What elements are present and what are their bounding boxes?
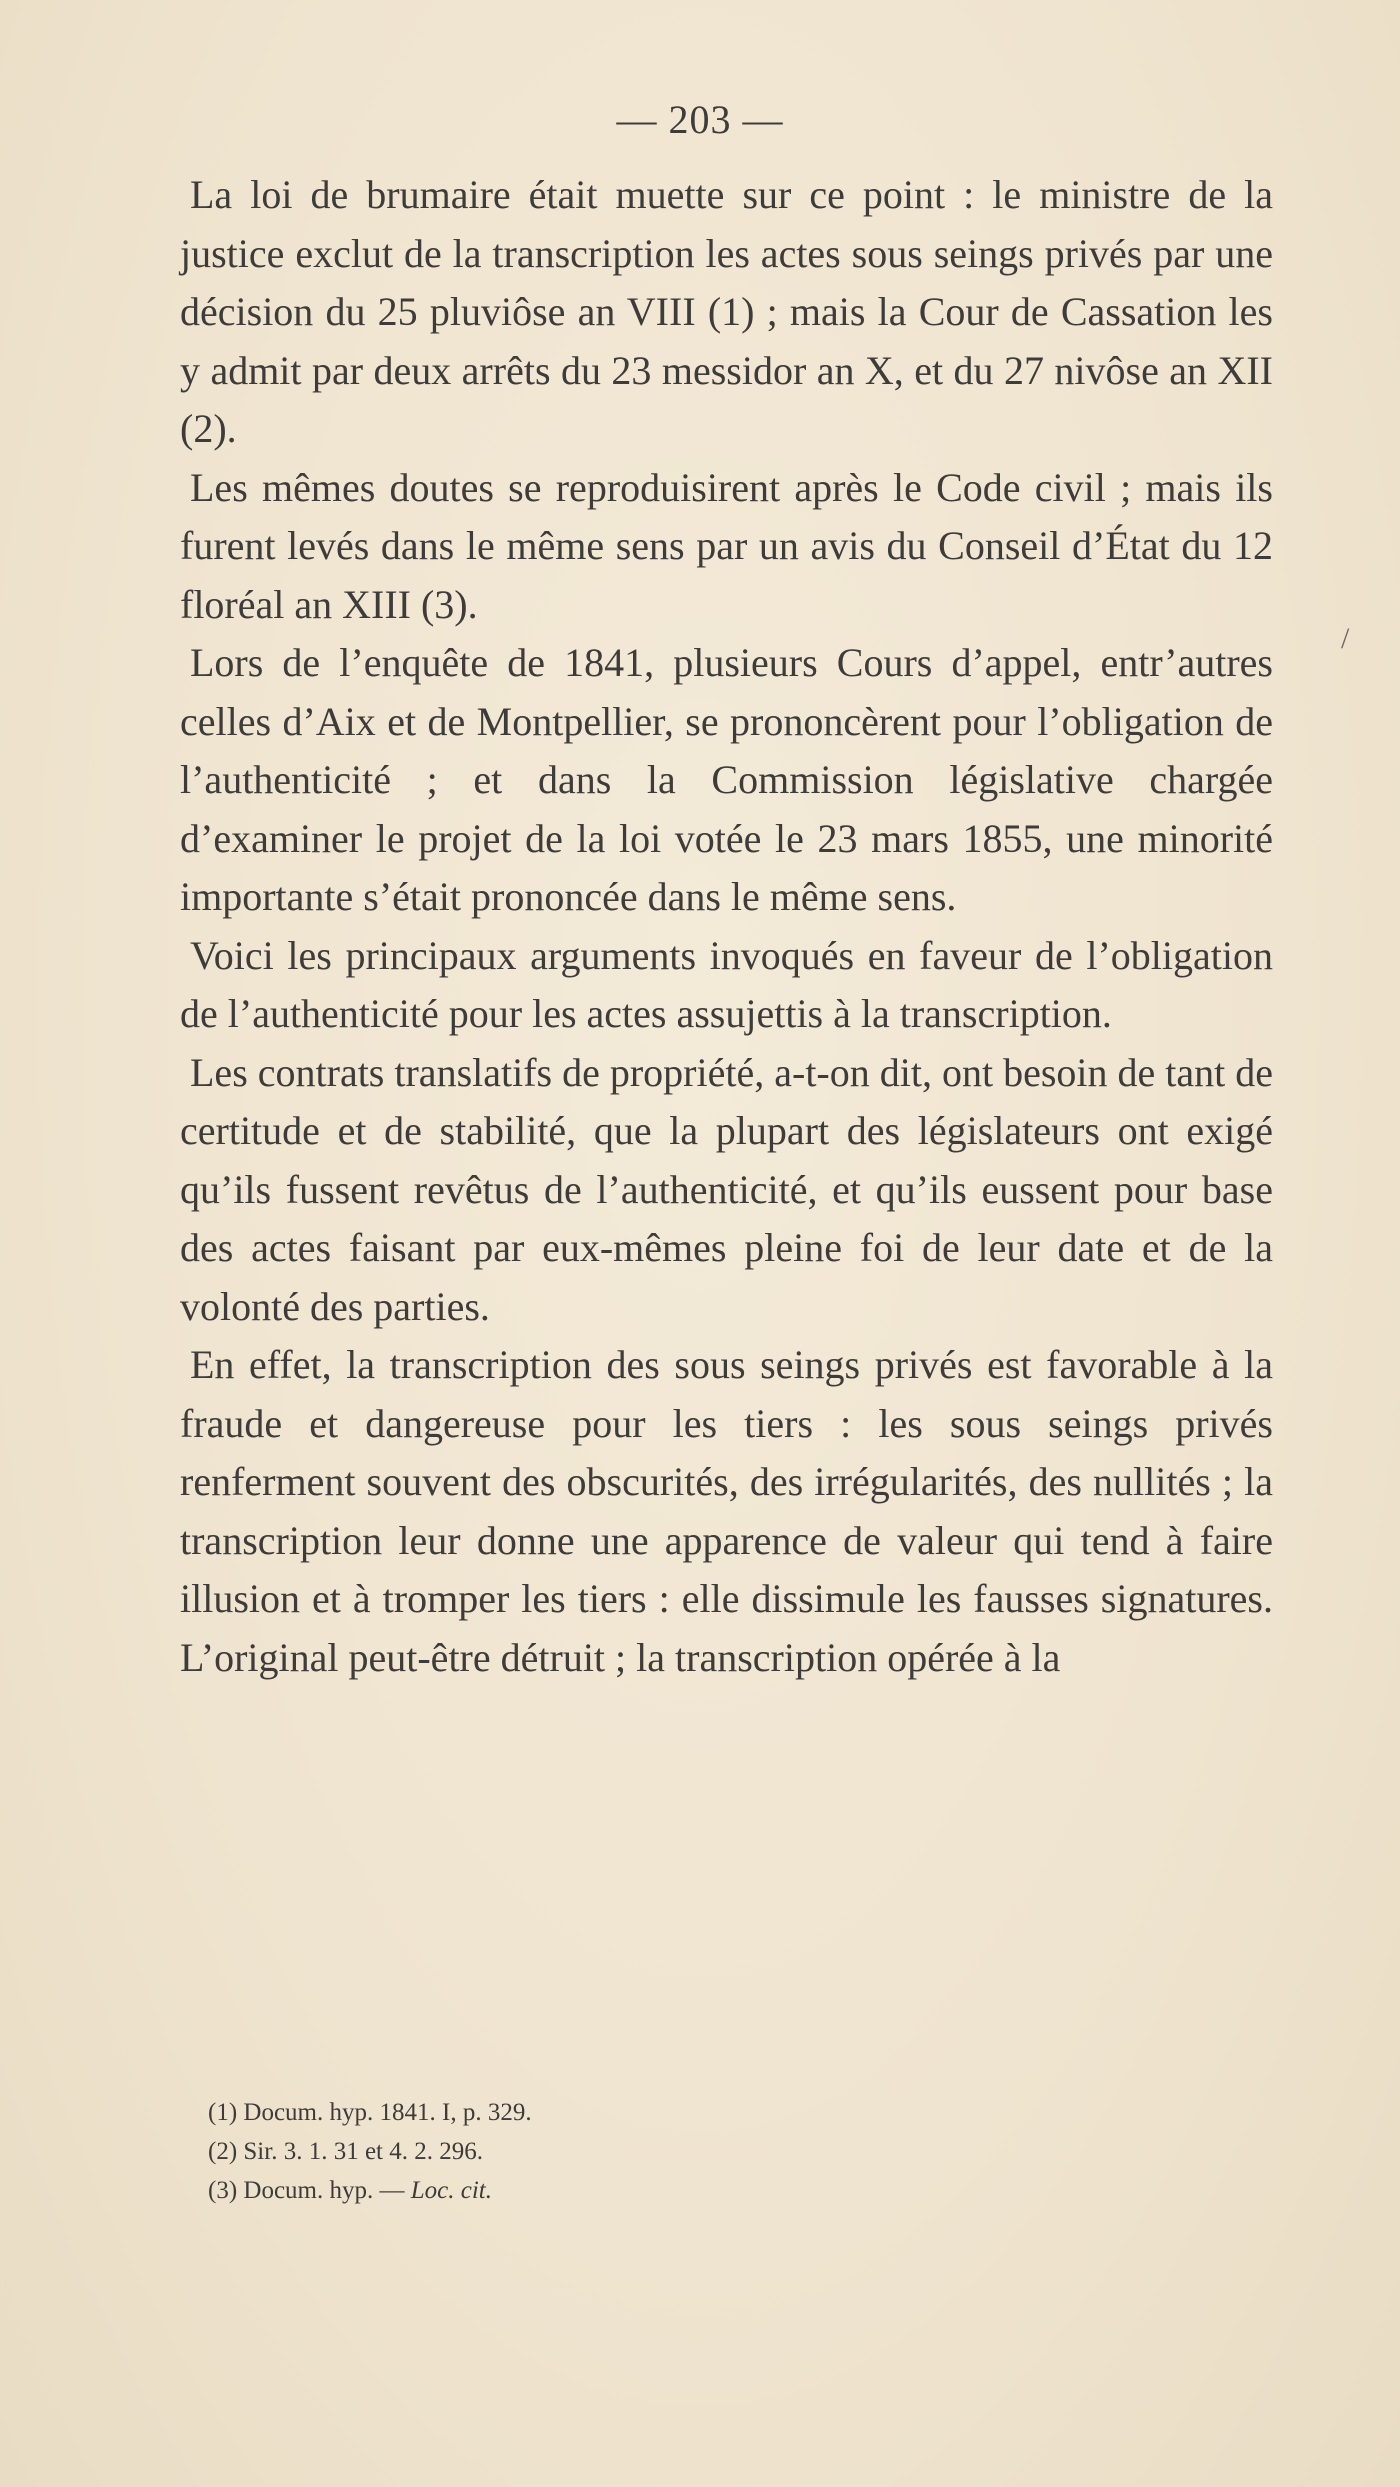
- paragraph: En effet, la transcription des sous seings privés est favorable à la fraude et dangereuse pour les tiers : les sous seings privés renferment souvent des obscurités, des irrégularités, des nullités ; la transcription leur donne une apparence de valeur qui tend à faire illusion et à tromper les tiers : elle dissimule les fausses signatures. L’original peut-être détruit ; la transcription opérée à la: [180, 1342, 1273, 1680]
- margin-pencil-mark: /: [1341, 622, 1350, 655]
- footnote-italic-text: Loc. cit.: [410, 2177, 492, 2204]
- paragraph: Voici les principaux arguments invoqués en faveur de l’obligation de l’authenticité pour les actes assujettis à la transcription.: [180, 932, 1273, 1036]
- footnotes: [208, 2093, 1108, 2210]
- paragraph: Les mêmes doutes se reproduisirent après le Code civil ; mais ils furent levés dans le même sens par un avis du Conseil d’État du 12 floréal an XIII (3).: [180, 464, 1273, 627]
- paragraph: Les contrats translatifs de propriété, a-t-on dit, ont besoin de tant de certitude et de stabilité, que la plupart des législateurs ont exigé qu’ils fussent revêtus de l’authenticité, et qu’ils eussent pour base des actes faisant par eux-mêmes pleine foi de leur date et de la volonté des parties.: [180, 1049, 1274, 1329]
- footnote-text: (3) Docum. hyp. —: [208, 2177, 411, 2204]
- page-number: — 203 —: [616, 97, 784, 142]
- paragraph: Lors de l’enquête de 1841, plusieurs Cours d’appel, entr’autres celles d’Aix et de Montpellier, se prononcèrent pour l’obligation de l’authenticité ; et dans la Commission législative chargée d’examiner le projet de la loi votée le 23 mars 1855, une minorité importante s’était prononcée dans le même sens.: [180, 640, 1273, 919]
- body-text: [180, 166, 1273, 1687]
- footnote: (2) Sir. 3. 1. 31 et 4. 2. 296.: [208, 2138, 483, 2165]
- footnote: (1) Docum. hyp. 1841. I, p. 329.: [208, 2099, 532, 2126]
- footnote: [208, 2171, 1108, 2210]
- paragraph: La loi de brumaire était muette sur ce point : le ministre de la justice exclut de la transcription les actes sous seings privés par une décision du 25 pluviôse an VIII (1) ; mais la Cour de Cassation les y admit par deux arrêts du 23 messidor an X, et du 27 nivôse an XII (2).: [180, 172, 1273, 451]
